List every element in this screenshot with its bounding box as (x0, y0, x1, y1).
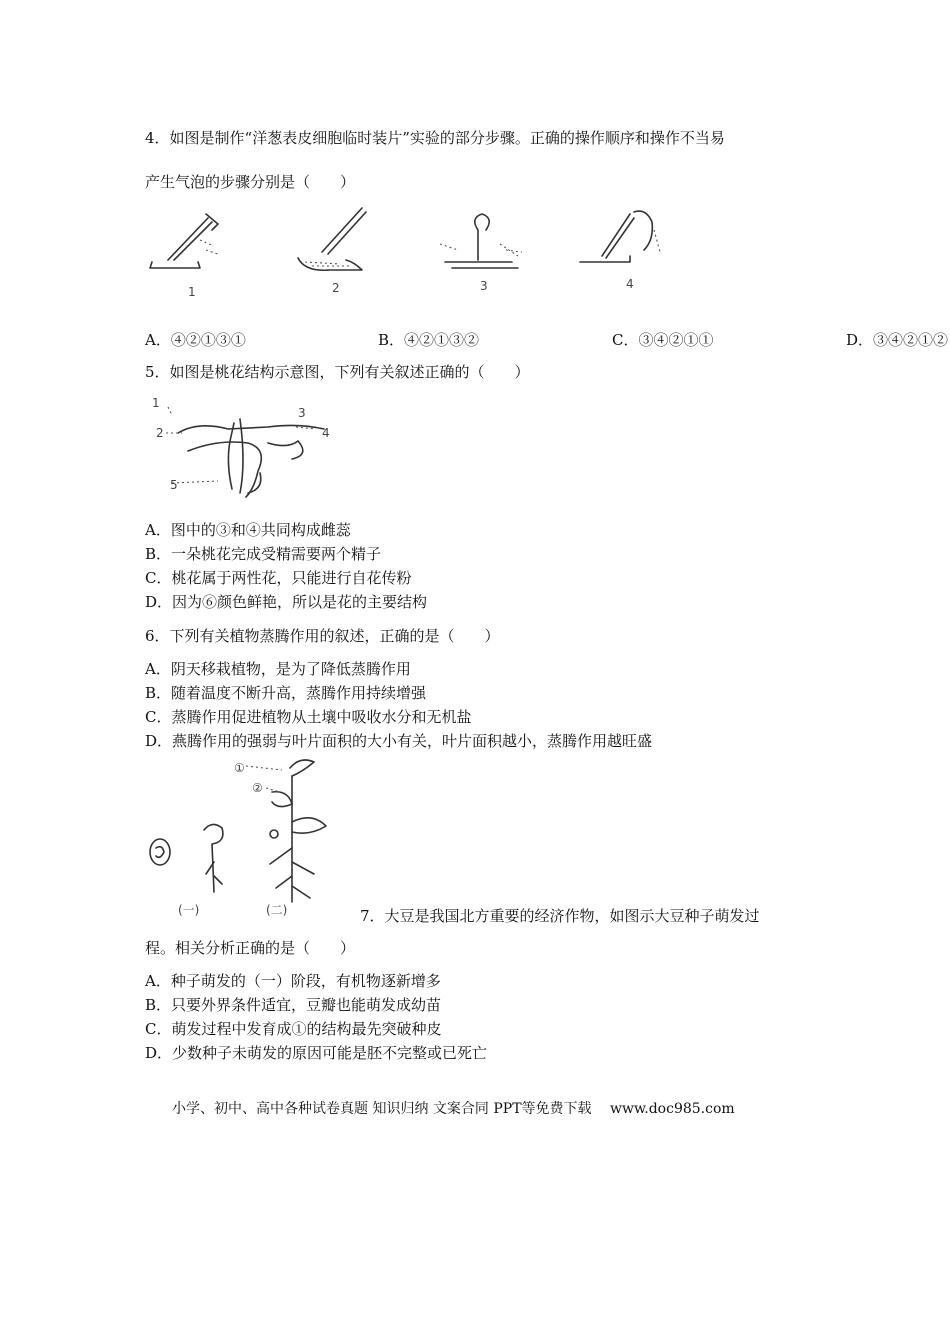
q7-figure-soybean-germination (142, 752, 347, 922)
q5-option-d: D．因为⑥颜色鲜艳，所以是花的主要结构 (145, 593, 428, 611)
q5-option-a: A．图中的③和④共同构成雌蕊 (145, 521, 351, 539)
q5-label-3: 3 (298, 406, 306, 420)
soybean-germination-drawing (142, 752, 347, 922)
q4-figure-steps (140, 200, 680, 305)
q7-stem-part2: 程。相关分析正确的是（ ） (145, 939, 356, 957)
q5-option-b: B．一朵桃花完成受精需要两个精子 (145, 545, 382, 563)
q7-option-c: C．萌发过程中发育成①的结构最先突破种皮 (145, 1020, 442, 1038)
step-1-drawing (150, 214, 218, 268)
q6-option-a: A．阴天移栽植物，是为了降低蒸腾作用 (145, 660, 411, 678)
q7-label-stage2: (二) (266, 903, 288, 917)
peach-flower-drawing (148, 393, 338, 513)
q4-label-1: 1 (188, 285, 196, 299)
q6-option-d: D．燕腾作用的强弱与叶片面积的大小有关，叶片面积越小，蒸腾作用越旺盛 (145, 732, 653, 750)
q5-label-2: 2 (156, 426, 164, 440)
q4-label-3: 3 (480, 279, 488, 293)
step-2-drawing (298, 208, 366, 270)
q5-label-4: 4 (322, 426, 330, 440)
q7-option-d: D．少数种子未萌发的原因可能是胚不完整或已死亡 (145, 1044, 488, 1062)
page-footer: 小学、初中、高中各种试卷真题 知识归纳 文案合同 PPT等免费下载 www.doc985.com (172, 1101, 735, 1117)
q5-option-c: C．桃花属于两性花，只能进行自花传粉 (145, 569, 412, 587)
q7-label-stage1: (一) (178, 903, 200, 917)
q5-label-5: 5 (170, 478, 178, 492)
q7-stem-part1: 7．大豆是我国北方重要的经济作物，如图示大豆种子萌发过 (360, 907, 760, 925)
q4-stem-line2: 产生气泡的步骤分别是（ ） (145, 173, 356, 191)
step-4-drawing (580, 211, 660, 262)
q4-label-2: 2 (332, 281, 340, 295)
q6-option-c: C．蒸腾作用促进植物从土壤中吸收水分和无机盐 (145, 708, 472, 726)
q4-label-4: 4 (626, 277, 634, 291)
q6-option-b: B．随着温度不断升高，蒸腾作用持续增强 (145, 684, 427, 702)
q4-option-b: B．④②①③② (378, 331, 480, 349)
q7-option-b: B．只要外界条件适宜，豆瓣也能萌发成幼苗 (145, 996, 442, 1014)
q6-stem: 6．下列有关植物蒸腾作用的叙述，正确的是（ ） (145, 627, 500, 645)
q7-label-1: ① (234, 761, 245, 775)
q5-label-1: 1 (152, 396, 160, 410)
q7-option-a: A．种子萌发的（一）阶段，有机物逐新增多 (145, 972, 441, 990)
q4-option-a: A．④②①③① (145, 331, 246, 349)
q4-stem-line1: 4．如图是制作“洋葱表皮细胞临时装片”实验的部分步骤。正确的操作顺序和操作不当易 (145, 129, 725, 147)
q4-option-c: C．③④②①① (612, 331, 714, 349)
q4-option-d: D．③④②①② (846, 331, 949, 349)
q5-figure-peach-flower (148, 393, 338, 513)
q7-label-2: ② (252, 781, 263, 795)
q5-stem: 5．如图是桃花结构示意图，下列有关叙述正确的（ ） (145, 363, 530, 381)
q4-steps-drawing (140, 200, 680, 305)
step-3-drawing (440, 214, 522, 268)
